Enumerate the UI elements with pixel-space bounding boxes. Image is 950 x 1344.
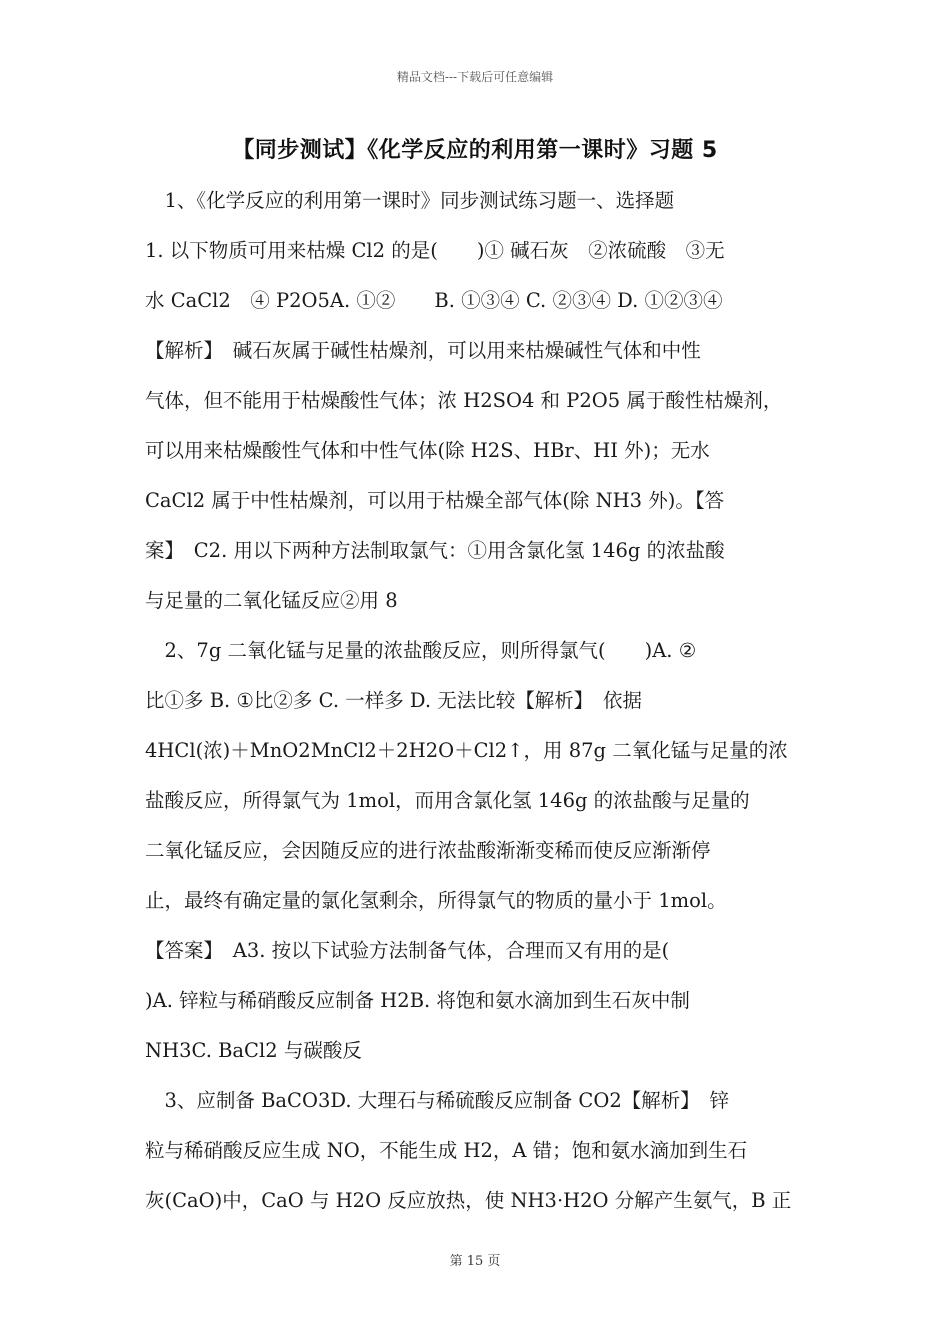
text-line: 与足量的二氧化锰反应②用 8 [145,589,398,612]
text-line: 【解析】 碱石灰属于碱性枯燥剂，可以用来枯燥碱性气体和中性 [145,339,701,362]
page-number: 第 15 页 [449,1254,501,1269]
text-line: 粒与稀硝酸反应生成 NO，不能生成 H2，A 错；饱和氨水滴加到生石 [145,1139,748,1162]
text-line: 气体，但不能用于枯燥酸性气体；浓 H2SO4 和 P2O5 属于酸性枯燥剂， [145,389,783,412]
text-line: NH3C. BaCl2 与碳酸反 [145,1039,362,1062]
text-line: 灰(CaO)中，CaO 与 H2O 反应放热，使 NH3·H2O 分解产生氨气，B 正 [145,1189,792,1212]
text-line: CaCl2 属于中性枯燥剂，可以用于枯燥全部气体(除 NH3 外)。【答 [145,489,725,512]
text-line: 盐酸反应，所得氯气为 1mol，而用含氯化氢 146g 的浓盐酸与足量的 [145,789,750,812]
text-line: 水 CaCl2 ④ P2O5A. ①② B. ①③④ C. ②③④ D. ①②③④ [145,289,723,312]
text-line: 4HCl(浓)＋MnO2MnCl2＋2H2O＋Cl2↑，用 87g 二氧化锰与足量的浓 [145,739,788,762]
text-line: 【答案】 A3. 按以下试验方法制备气体，合理而又有用的是( [145,939,670,962]
text-line: 二氧化锰反应，会因随反应的进行浓盐酸渐渐变稀而使反应渐渐停 [145,839,711,862]
text-line: 案】 C2. 用以下两种方法制取氯气：①用含氯化氢 146g 的浓盐酸 [145,539,725,562]
text-line: 1. 以下物质可用来枯燥 Cl2 的是( )① 碱石灰 ②浓硫酸 ③无 [145,239,725,262]
text-line: 止，最终有确定量的氯化氢剩余，所得氯气的物质的量小于 1mol。 [145,889,727,912]
text-line: 比①多 B. ①比②多 C. 一样多 D. 无法比较【解析】 依据 [145,689,643,712]
text-line: 可以用来枯燥酸性气体和中性气体(除 H2S、HBr、HI 外)；无水 [145,439,710,462]
text-line: 2、7g 二氧化锰与足量的浓盐酸反应，则所得氯气( )A. ② [145,639,697,662]
body-text [145,176,810,1226]
text-line: 1、《化学反应的利用第一课时》同步测试练习题一、选择题 [145,189,675,212]
page-header: 精品文档---下载后可任意编辑 [396,70,554,84]
document-title: 【同步测试】《化学反应的利用第一课时》习题 5 [232,138,718,163]
text-line: )A. 锌粒与稀硝酸反应制备 H2B. 将饱和氨水滴加到生石灰中制 [145,989,690,1012]
text-line: 3、应制备 BaCO3D. 大理石与稀硫酸反应制备 CO2【解析】 锌 [145,1089,729,1112]
